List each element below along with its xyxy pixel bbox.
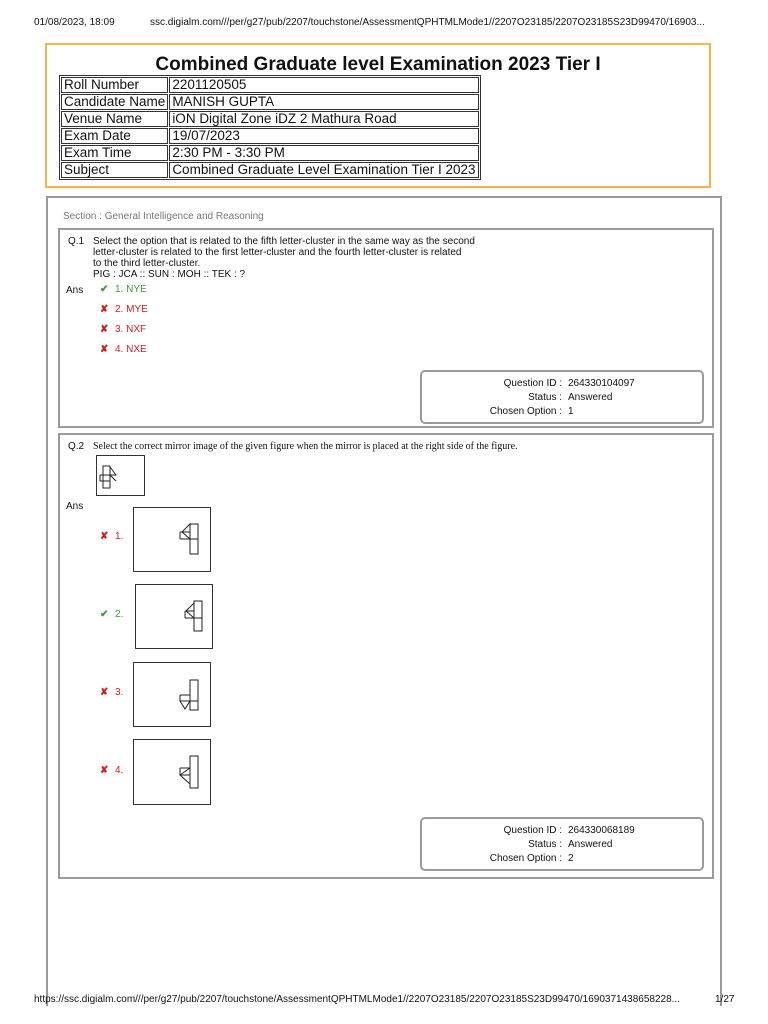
- cross-icon: ✘: [100, 344, 109, 355]
- option-3: [100, 324, 146, 335]
- chosen-option-value: 1: [568, 406, 574, 417]
- question-text-line: to the third letter-cluster.: [93, 258, 201, 269]
- candidate-info-table: [59, 75, 481, 180]
- option-4: [100, 765, 123, 776]
- chosen-option-value: 2: [568, 853, 574, 864]
- info-value: iON Digital Zone iDZ 2 Mathura Road: [169, 111, 479, 127]
- print-url-top: ssc.digialm.com///per/g27/pub/2207/touchstone/AssessmentQPHTMLMode1//2207O23185/2207O23185S23D99470/16903...: [150, 17, 705, 28]
- option-3: [100, 687, 123, 698]
- ans-label: Ans: [66, 285, 84, 296]
- status-row: [422, 839, 702, 853]
- info-label: Venue Name: [61, 111, 168, 127]
- question-1-box: [58, 228, 714, 428]
- status-row: [422, 392, 702, 406]
- question-meta-box: [420, 817, 704, 871]
- info-label: Candidate Name: [61, 94, 168, 110]
- status-label: Status :: [528, 839, 562, 850]
- info-row-exam-time: [61, 145, 479, 161]
- chosen-option-row: [422, 406, 702, 420]
- page-number: 1/27: [715, 994, 735, 1005]
- info-value: Combined Graduate Level Examination Tier I 2023: [169, 162, 479, 178]
- question-text: Select the correct mirror image of the given figure when the mirror is placed at the right side of the figure.: [93, 441, 518, 452]
- question-text-line: PIG : JCA :: SUN : MOH :: TEK : ?: [93, 269, 246, 280]
- question-id-label: Question ID :: [503, 378, 562, 389]
- status-value: Answered: [568, 839, 613, 850]
- cross-icon: ✘: [100, 531, 109, 542]
- info-value: MANISH GUPTA: [169, 94, 479, 110]
- response-sheet: [46, 196, 722, 1006]
- status-label: Status :: [528, 392, 562, 403]
- question-text-line: Select the option that is related to the fifth letter-cluster in the same way as the second: [93, 236, 475, 247]
- question-figure: [96, 455, 145, 496]
- question-meta-box: [420, 370, 704, 424]
- chosen-option-row: [422, 853, 702, 867]
- question-2-box: [58, 433, 714, 879]
- info-row-roll-number: [61, 77, 479, 93]
- option-label: 2.: [115, 609, 124, 620]
- check-icon: ✔: [100, 609, 109, 620]
- option-2: [100, 609, 123, 620]
- exam-title: Combined Graduate level Examination 2023 Tier I: [155, 54, 601, 75]
- option-2: [100, 304, 148, 315]
- option-1-figure: [133, 507, 211, 572]
- section-label: Section : General Intelligence and Reasoning: [63, 211, 264, 222]
- print-datetime: 01/08/2023, 18:09: [34, 17, 115, 28]
- option-label: 3.: [115, 687, 124, 698]
- info-label: Exam Time: [61, 145, 168, 161]
- info-value: 2201120505: [169, 77, 479, 93]
- question-id-label: Question ID :: [503, 825, 562, 836]
- chosen-option-label: Chosen Option :: [489, 406, 562, 417]
- option-2-figure: [135, 584, 213, 649]
- option-label: 2. MYE: [115, 304, 148, 315]
- info-row-exam-date: [61, 128, 479, 144]
- option-label: 3. NXF: [115, 324, 147, 335]
- option-4: [100, 344, 147, 355]
- candidate-info-box: [45, 43, 711, 188]
- option-3-figure: [133, 662, 211, 727]
- question-text-line: letter-cluster is related to the first letter-cluster and the fourth letter-cluster is related: [93, 247, 462, 258]
- print-url-bottom: https://ssc.digialm.com///per/g27/pub/2207/touchstone/AssessmentQPHTMLMode1//2207O23185/2207O23185S23D99470/1690371438658228...: [34, 994, 680, 1005]
- cross-icon: ✘: [100, 304, 109, 315]
- info-value: 19/07/2023: [169, 128, 479, 144]
- question-number: Q.2: [68, 441, 85, 452]
- info-row-candidate-name: [61, 94, 479, 110]
- info-row-subject: [61, 162, 479, 178]
- cross-icon: ✘: [100, 765, 109, 776]
- chosen-option-label: Chosen Option :: [489, 853, 562, 864]
- option-label: 1.: [115, 531, 124, 542]
- cross-icon: ✘: [100, 324, 109, 335]
- question-id-value: 264330104097: [568, 378, 635, 389]
- cross-icon: ✘: [100, 687, 109, 698]
- question-id-row: [422, 825, 702, 839]
- option-1: [100, 531, 123, 542]
- ans-label: Ans: [66, 501, 84, 512]
- option-label: 1. NYE: [115, 284, 147, 295]
- info-label: Roll Number: [61, 77, 168, 93]
- option-label: 4. NXE: [115, 344, 147, 355]
- question-number: Q.1: [68, 236, 85, 247]
- option-1: [100, 284, 147, 295]
- info-label: Subject: [61, 162, 168, 178]
- info-row-venue-name: [61, 111, 479, 127]
- status-value: Answered: [568, 392, 613, 403]
- question-text: [93, 236, 533, 280]
- check-icon: ✔: [100, 284, 109, 295]
- option-label: 4.: [115, 765, 124, 776]
- question-id-value: 264330068189: [568, 825, 635, 836]
- info-value: 2:30 PM - 3:30 PM: [169, 145, 479, 161]
- question-id-row: [422, 378, 702, 392]
- info-label: Exam Date: [61, 128, 168, 144]
- option-4-figure: [133, 739, 211, 805]
